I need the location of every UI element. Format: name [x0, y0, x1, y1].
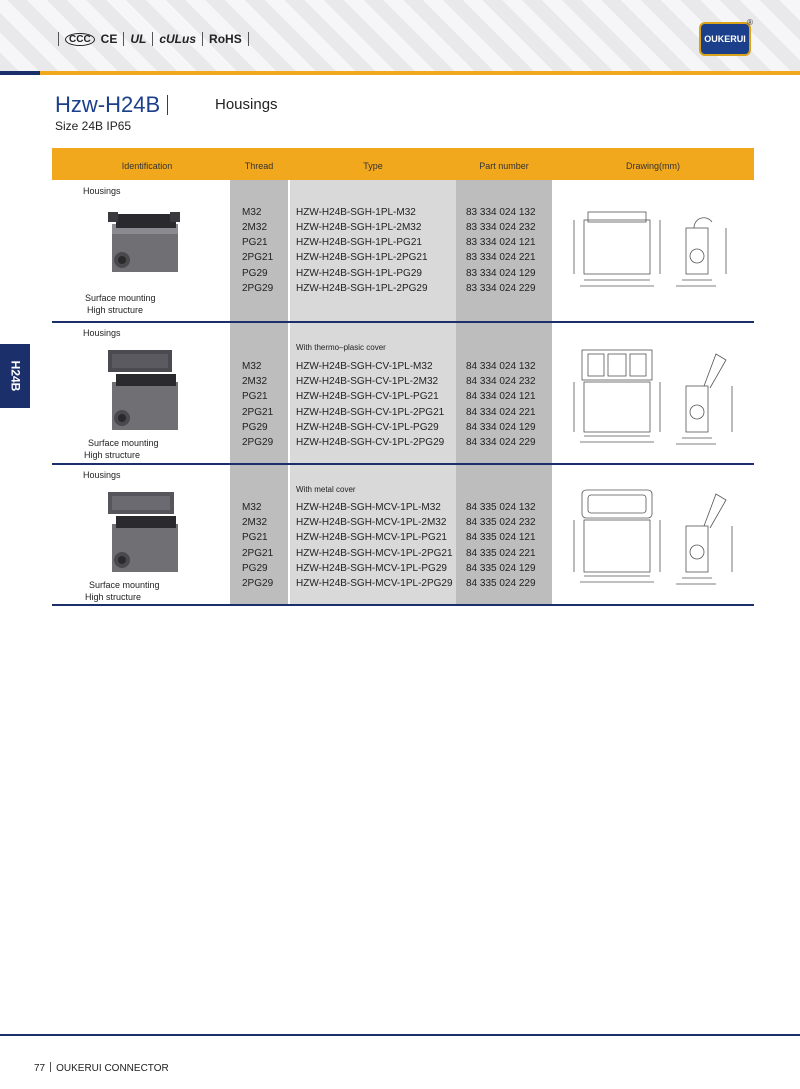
- culus-mark-icon: cULus: [159, 32, 197, 46]
- header-identification: Identification: [121, 161, 173, 171]
- mounting-caption: Surface mounting: [89, 580, 160, 590]
- footer-rule: [0, 1034, 800, 1036]
- type-cell: HZW-H24B-SGH-MCV-1PL-2PG21: [296, 548, 453, 559]
- dimension-drawing: [566, 208, 746, 292]
- section-label: Housings: [83, 328, 121, 338]
- section-divider: [52, 604, 754, 606]
- structure-caption: High structure: [84, 450, 141, 460]
- header-rule-navy: [0, 71, 40, 75]
- thread-cell: PG21: [242, 237, 268, 248]
- side-section-tab: [0, 344, 30, 408]
- footer-divider: [50, 1062, 51, 1072]
- section-label: Housings: [83, 470, 121, 480]
- mounting-caption: Surface mounting: [88, 438, 159, 448]
- thread-cell: 2PG21: [242, 548, 274, 559]
- thread-cell: 2PG29: [242, 578, 274, 589]
- divider: [123, 32, 124, 46]
- side-tab-label: H24B: [8, 360, 22, 392]
- part-number-cell: 84 334 024 121: [466, 391, 536, 402]
- thread-cell: 2PG29: [242, 283, 274, 294]
- part-number-cell: 83 334 024 132: [466, 207, 536, 218]
- divider: [248, 32, 249, 46]
- mounting-caption: Surface mounting: [85, 293, 156, 303]
- thread-cell: M32: [242, 361, 262, 372]
- registered-mark: ®: [747, 18, 753, 27]
- structure-caption: High structure: [85, 592, 142, 602]
- ce-mark-icon: CE: [100, 32, 118, 46]
- certification-bar: [58, 30, 249, 48]
- section-divider: [52, 321, 754, 323]
- type-cell: HZW-H24B-SGH-CV-1PL-2PG29: [296, 437, 445, 448]
- type-cell: HZW-H24B-SGH-MCV-1PL-PG29: [296, 563, 447, 574]
- part-number-cell: 84 334 024 129: [466, 422, 536, 433]
- thread-cell: 2M32: [242, 222, 268, 233]
- thread-cell: M32: [242, 207, 262, 218]
- type-cell: HZW-H24B-SGH-MCV-1PL-PG21: [296, 532, 447, 543]
- header-part-number: Part number: [479, 161, 529, 171]
- part-number-cell: 84 335 024 232: [466, 517, 536, 528]
- part-number-cell: 84 334 024 221: [466, 407, 536, 418]
- section-label: Housings: [83, 186, 121, 196]
- footer: [34, 1062, 169, 1074]
- type-cell: HZW-H24B-SGH-CV-1PL-PG21: [296, 391, 439, 402]
- divider: [152, 32, 153, 46]
- title-divider: [167, 95, 168, 115]
- housing-photo: [98, 208, 188, 278]
- type-cell: HZW-H24B-SGH-1PL-PG21: [296, 237, 422, 248]
- rohs-mark: RoHS: [209, 32, 242, 46]
- housing-photo-metal-cover: [98, 490, 188, 576]
- part-number-cell: 84 335 024 221: [466, 548, 536, 559]
- footer-brand: OUKERUI CONNECTOR: [56, 1063, 169, 1074]
- type-cell: HZW-H24B-SGH-MCV-1PL-2M32: [296, 517, 447, 528]
- thread-cell: 2M32: [242, 376, 268, 387]
- part-number-cell: 84 335 024 129: [466, 563, 536, 574]
- type-cell: HZW-H24B-SGH-1PL-2M32: [296, 222, 422, 233]
- type-cell: HZW-H24B-SGH-1PL-2PG29: [296, 283, 428, 294]
- part-number-cell: 84 335 024 121: [466, 532, 536, 543]
- cover-note: With thermo–plasic cover: [296, 343, 386, 352]
- dimension-drawing: [566, 346, 746, 450]
- divider: [58, 32, 59, 46]
- size-rating: Size 24B IP65: [55, 119, 132, 133]
- type-cell: HZW-H24B-SGH-CV-1PL-M32: [296, 361, 433, 372]
- page-number: 77: [34, 1063, 46, 1074]
- structure-caption: High structure: [87, 305, 144, 315]
- divider: [202, 32, 203, 46]
- type-cell: HZW-H24B-SGH-CV-1PL-2M32: [296, 376, 439, 387]
- part-number-cell: 84 334 024 132: [466, 361, 536, 372]
- type-cell: HZW-H24B-SGH-1PL-M32: [296, 207, 416, 218]
- ul-mark-icon: UL: [130, 32, 147, 46]
- section-divider: [52, 463, 754, 465]
- part-number-cell: 83 334 024 229: [466, 283, 536, 294]
- page-title: Hzw-H24B: [55, 92, 161, 117]
- dimension-drawing: [566, 486, 746, 590]
- thread-cell: PG29: [242, 422, 268, 433]
- part-number-cell: 84 335 024 132: [466, 502, 536, 513]
- header-rule-orange: [40, 71, 800, 75]
- thread-cell: PG29: [242, 268, 268, 279]
- part-number-cell: 84 334 024 229: [466, 437, 536, 448]
- thread-cell: 2PG29: [242, 437, 274, 448]
- header-thread: Thread: [244, 161, 274, 171]
- thread-cell: PG21: [242, 532, 268, 543]
- type-cell: HZW-H24B-SGH-1PL-PG29: [296, 268, 422, 279]
- part-number-cell: 83 334 024 221: [466, 252, 536, 263]
- part-number-cell: 83 334 024 129: [466, 268, 536, 279]
- type-cell: HZW-H24B-SGH-CV-1PL-PG29: [296, 422, 439, 433]
- header-drawing: Drawing(mm): [626, 161, 680, 171]
- thread-cell: M32: [242, 502, 262, 513]
- thread-cell: 2M32: [242, 517, 268, 528]
- housing-photo-thermoplastic-cover: [98, 348, 188, 434]
- thread-cell: PG21: [242, 391, 268, 402]
- type-cell: HZW-H24B-SGH-MCV-1PL-M32: [296, 502, 441, 513]
- type-cell: HZW-H24B-SGH-MCV-1PL-2PG29: [296, 578, 453, 589]
- logo-text: OUKERUI: [704, 34, 746, 44]
- part-number-cell: 83 334 024 232: [466, 222, 536, 233]
- part-number-cell: 84 335 024 229: [466, 578, 536, 589]
- ccc-mark-icon: CCC: [65, 33, 95, 46]
- part-number-cell: 83 334 024 121: [466, 237, 536, 248]
- thread-cell: 2PG21: [242, 252, 274, 263]
- type-cell: HZW-H24B-SGH-CV-1PL-2PG21: [296, 407, 445, 418]
- table-header: [52, 148, 754, 180]
- part-number-cell: 84 334 024 232: [466, 376, 536, 387]
- header-type: Type: [363, 161, 383, 171]
- oukerui-logo: [699, 22, 751, 56]
- type-cell: HZW-H24B-SGH-1PL-2PG21: [296, 252, 428, 263]
- thread-cell: 2PG21: [242, 407, 274, 418]
- page-subtitle: Housings: [215, 96, 278, 113]
- thread-cell: PG29: [242, 563, 268, 574]
- cover-note: With metal cover: [296, 485, 356, 494]
